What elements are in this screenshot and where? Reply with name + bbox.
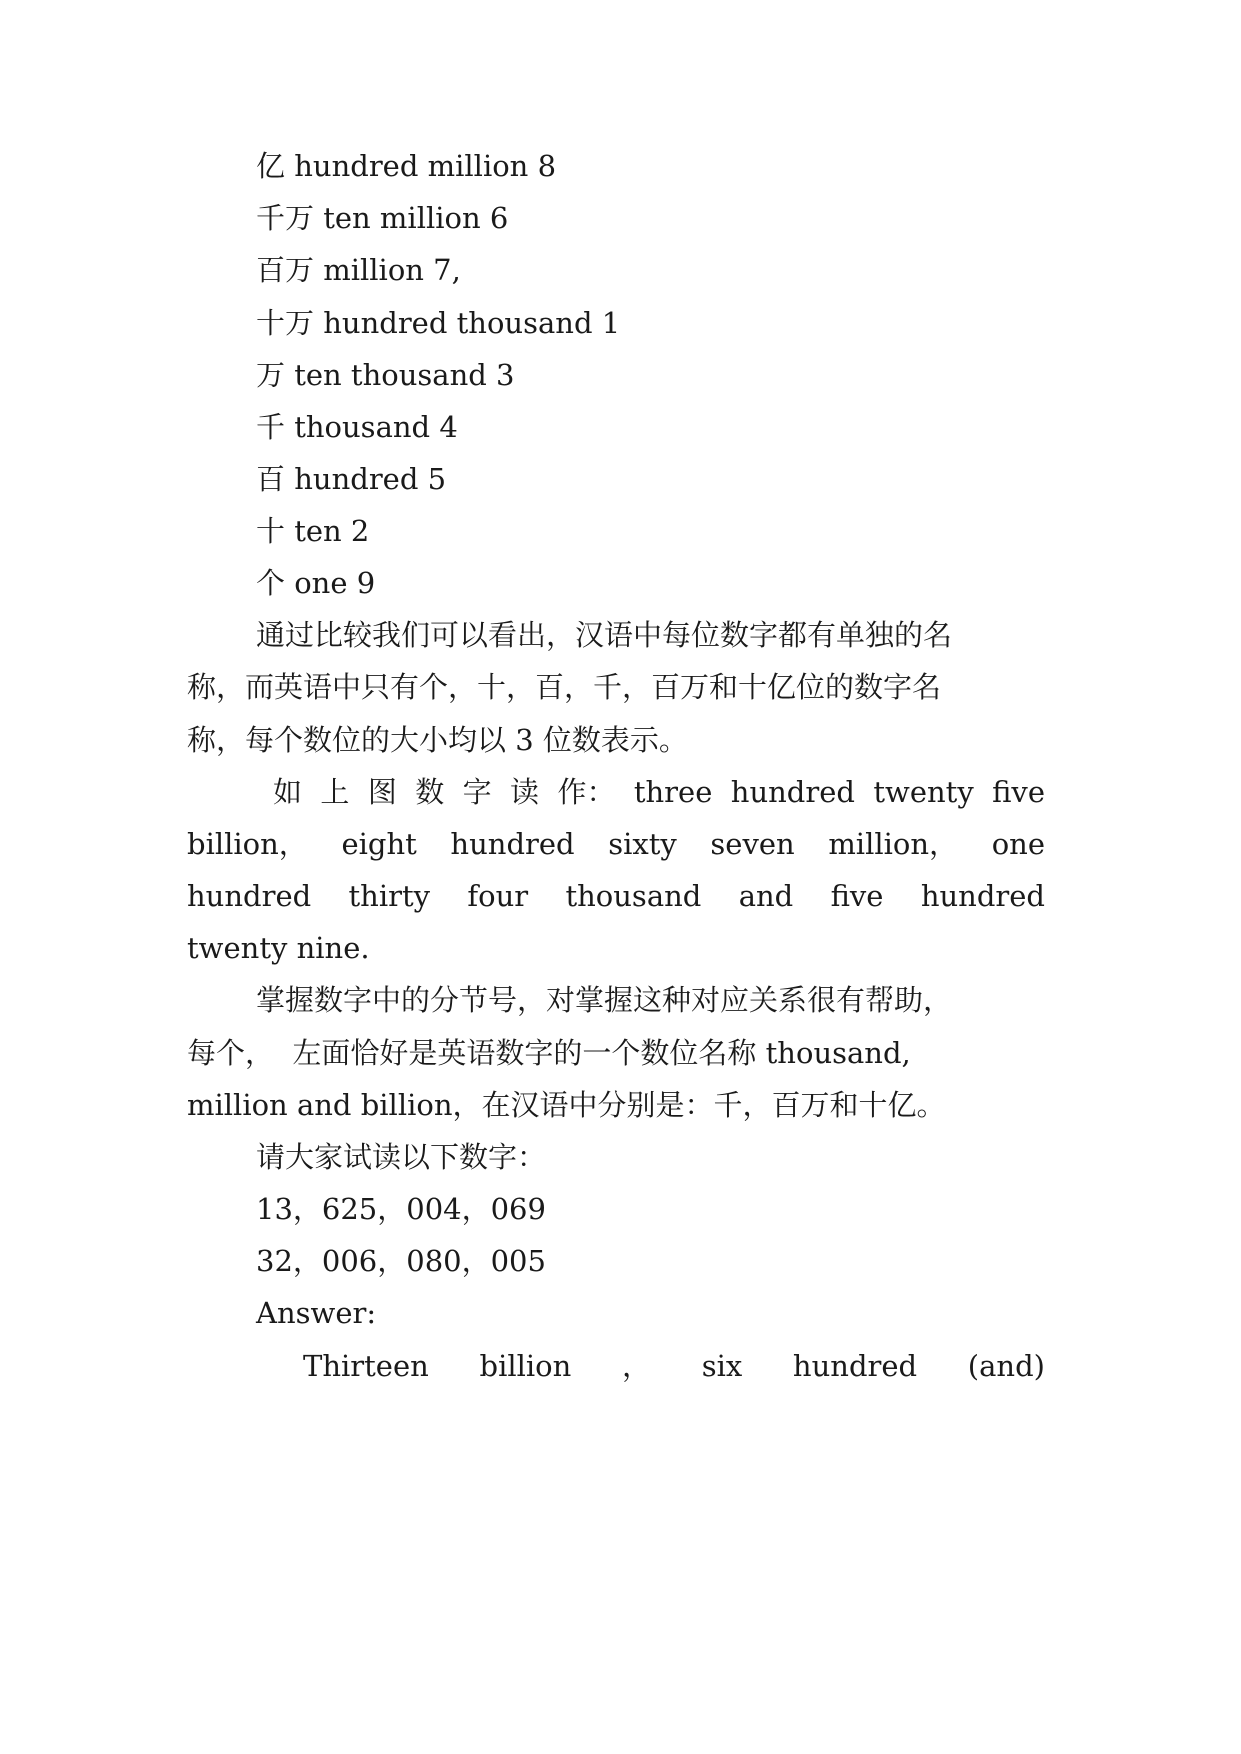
word: and — [738, 879, 794, 913]
word: 图 — [367, 775, 397, 809]
word: million， — [828, 827, 959, 861]
word: 读 — [510, 775, 540, 809]
word: six — [701, 1349, 743, 1383]
word: seven — [710, 827, 795, 861]
place-value-hundred-thousand: 十万 hundred thousand 1 — [256, 306, 621, 340]
practice-number-1: 13，625，004，069 — [256, 1192, 546, 1226]
word: billion — [479, 1349, 572, 1383]
paragraph2-line4: twenty nine. — [187, 931, 370, 965]
word: 作： — [557, 775, 616, 809]
answer-line1 — [303, 1346, 1045, 1386]
word: hundred — [450, 827, 575, 861]
place-value-ten: 十 ten 2 — [256, 514, 370, 548]
word: 字 — [462, 775, 492, 809]
place-value-million: 百万 million 7, — [256, 253, 461, 287]
word: billion， — [187, 827, 308, 861]
place-value-ten-thousand: 万 ten thousand 3 — [256, 358, 515, 392]
word: eight — [341, 827, 417, 861]
word: twenty — [873, 775, 974, 809]
paragraph2-line3 — [187, 876, 1045, 916]
paragraph3-line2: 每个， 左面恰好是英语数字的一个数位名称 thousand, — [187, 1036, 911, 1070]
word: hundred — [920, 879, 1045, 913]
word: ， — [622, 1349, 652, 1383]
paragraph1-line2: 称，而英语中只有个，十，百，千，百万和十亿位的数字名 — [187, 670, 942, 704]
word: (and) — [967, 1349, 1045, 1383]
word: hundred — [187, 879, 312, 913]
paragraph1-line1: 通过比较我们可以看出，汉语中每位数字都有单独的名 — [256, 618, 953, 652]
place-value-ten-million: 千万 ten million 6 — [256, 201, 509, 235]
paragraph3-line3: million and billion，在汉语中分别是：千，百万和十亿。 — [187, 1088, 946, 1122]
word: three — [633, 775, 713, 809]
answer-label: Answer: — [256, 1296, 377, 1330]
word: five — [992, 775, 1045, 809]
paragraph2-line2 — [187, 824, 1045, 864]
place-value-thousand: 千 thousand 4 — [256, 410, 458, 444]
word: Thirteen — [303, 1349, 429, 1383]
word: five — [830, 879, 884, 913]
place-value-one: 个 one 9 — [256, 566, 376, 600]
word: one — [991, 827, 1045, 861]
place-value-hundred-million: 亿 hundred million 8 — [256, 149, 557, 183]
word: 如 — [273, 775, 303, 809]
word: hundred — [792, 1349, 918, 1383]
word: thirty — [348, 879, 431, 913]
paragraph3-line1: 掌握数字中的分节号，对掌握这种对应关系很有帮助， — [256, 983, 953, 1017]
practice-prompt: 请大家试读以下数字： — [256, 1140, 547, 1174]
paragraph1-line3: 称，每个数位的大小均以 3 位数表示。 — [187, 723, 688, 757]
word: 数 — [415, 775, 445, 809]
word: 上 — [320, 775, 350, 809]
word: sixty — [608, 827, 677, 861]
word: hundred — [730, 775, 855, 809]
word: four — [467, 879, 529, 913]
paragraph2-line1 — [273, 772, 1045, 812]
practice-number-2: 32，006，080，005 — [256, 1244, 546, 1278]
place-value-hundred: 百 hundred 5 — [256, 462, 447, 496]
word: thousand — [565, 879, 702, 913]
